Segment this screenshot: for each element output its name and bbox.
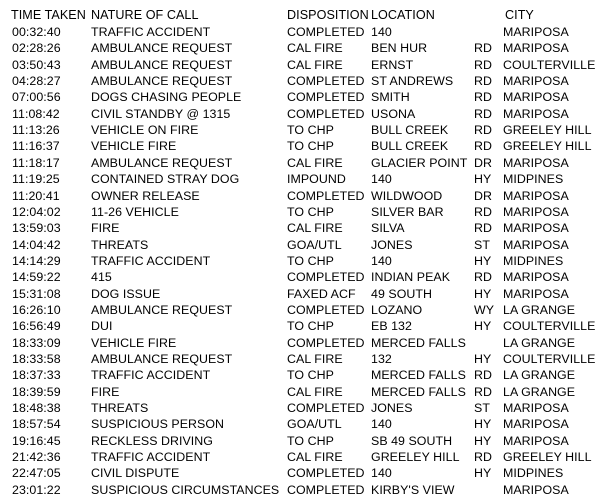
road-suffix-cell: HY: [474, 417, 492, 432]
location-cell: BULL CREEK: [371, 123, 449, 138]
nature-cell: AMBULANCE REQUEST: [91, 57, 233, 72]
nature-cell: AMBULANCE REQUEST: [91, 302, 233, 317]
location-cell: JONES: [371, 401, 413, 416]
table-row: [0, 302, 614, 318]
city-cell: MARIPOSA: [503, 106, 569, 121]
nature-cell: THREATS: [91, 237, 149, 252]
nature-cell: OWNER RELEASE: [91, 188, 200, 203]
road-suffix-cell: RD: [474, 74, 492, 89]
table-row: [0, 138, 614, 154]
nature-cell: DOG ISSUE: [91, 286, 161, 301]
nature-cell: AMBULANCE REQUEST: [91, 74, 233, 89]
nature-cell: TRAFFIC ACCIDENT: [91, 25, 211, 39]
time-cell: 03:50:43: [12, 57, 61, 72]
city-cell: MARIPOSA: [503, 286, 569, 301]
time-cell: 11:19:25: [12, 172, 60, 187]
time-cell: 21:42:36: [12, 450, 61, 465]
time-cell: 18:37:33: [12, 368, 61, 383]
header-row: [0, 7, 614, 23]
city-cell: COULTERVILLE: [503, 319, 596, 334]
time-cell: 19:16:45: [12, 433, 61, 448]
city-cell: MARIPOSA: [503, 401, 569, 416]
time-cell: 18:57:54: [12, 417, 61, 432]
time-cell: 18:33:58: [12, 352, 61, 366]
city-cell: MARIPOSA: [503, 41, 569, 56]
nature-cell: CIVIL STANDBY @ 1315: [91, 106, 231, 121]
nature-cell: CONTAINED STRAY DOG: [91, 172, 240, 187]
time-header: TIME TAKEN: [11, 8, 86, 22]
road-suffix-cell: RD: [474, 204, 492, 219]
table-row: [0, 465, 614, 481]
time-cell: 00:32:40: [12, 25, 61, 39]
time-cell: 14:04:42: [12, 237, 61, 252]
table-row: [0, 57, 614, 73]
location-cell: 140: [371, 25, 392, 39]
time-cell: 11:08:42: [12, 106, 60, 121]
nature-cell: TRAFFIC ACCIDENT: [91, 253, 211, 268]
table-row: [0, 155, 614, 171]
road-suffix-cell: HY: [474, 286, 492, 301]
disposition-cell: GOA/UTL: [287, 237, 342, 252]
disposition-cell: COMPLETED: [287, 482, 365, 497]
nature-cell: VEHICLE ON FIRE: [91, 123, 199, 138]
road-suffix-cell: RD: [474, 106, 492, 121]
disposition-cell: TO CHP: [287, 253, 334, 268]
nature-cell: TRAFFIC ACCIDENT: [91, 450, 211, 465]
road-suffix-cell: HY: [474, 172, 492, 187]
table-row: [0, 286, 614, 302]
location-cell: 140: [371, 253, 392, 268]
road-suffix-cell: RD: [474, 450, 492, 465]
road-suffix-cell: RD: [474, 221, 492, 236]
location-cell: 140: [371, 172, 392, 187]
table-row: [0, 204, 614, 220]
city-cell: LA GRANGE: [503, 384, 576, 399]
city-cell: MARIPOSA: [503, 155, 569, 170]
nature-cell: SUSPICIOUS CIRCUMSTANCES: [91, 482, 280, 497]
nature-cell: FIRE: [91, 384, 120, 399]
disposition-header: DISPOSITION: [287, 8, 369, 22]
disposition-cell: CAL FIRE: [287, 450, 343, 465]
time-cell: 14:59:22: [12, 270, 61, 285]
city-cell: MARIPOSA: [503, 221, 569, 236]
disposition-cell: TO CHP: [287, 368, 334, 383]
location-cell: BEN HUR: [371, 41, 428, 56]
table-row: [0, 433, 614, 449]
disposition-cell: COMPLETED: [287, 188, 365, 203]
road-suffix-cell: HY: [474, 319, 492, 334]
city-cell: GREELEY HILL: [503, 139, 592, 154]
city-cell: MARIPOSA: [503, 74, 569, 89]
table-row: [0, 482, 614, 498]
nature-cell: TRAFFIC ACCIDENT: [91, 368, 211, 383]
disposition-cell: CAL FIRE: [287, 352, 343, 366]
time-cell: 18:39:59: [12, 384, 61, 399]
city-cell: LA GRANGE: [503, 302, 576, 317]
nature-cell: 11-26 VEHICLE: [91, 204, 179, 219]
time-cell: 07:00:56: [12, 90, 61, 105]
nature-cell: DUI: [91, 319, 113, 334]
city-cell: MIDPINES: [503, 466, 564, 481]
location-cell: 49 SOUTH: [371, 286, 432, 301]
table-row: [0, 188, 614, 204]
time-cell: 14:14:29: [12, 253, 61, 268]
road-suffix-cell: RD: [474, 270, 492, 285]
table-row: [0, 400, 614, 416]
disposition-cell: CAL FIRE: [287, 41, 343, 56]
disposition-cell: FAXED ACF: [287, 286, 356, 301]
table-row: [0, 89, 614, 105]
time-cell: 12:04:02: [12, 204, 61, 219]
table-row: [0, 40, 614, 56]
time-cell: 04:28:27: [12, 74, 61, 89]
road-suffix-cell: HY: [474, 466, 492, 481]
road-suffix-cell: WY: [474, 302, 495, 317]
table-row: [0, 220, 614, 236]
city-cell: COULTERVILLE: [503, 57, 596, 72]
city-cell: COULTERVILLE: [503, 352, 596, 366]
location-cell: MERCED FALLS: [371, 368, 466, 383]
disposition-cell: CAL FIRE: [287, 384, 343, 399]
city-cell: MARIPOSA: [503, 237, 569, 252]
time-cell: 11:13:26: [12, 123, 60, 138]
location-cell: ERNST: [371, 57, 414, 72]
time-cell: 22:47:05: [12, 466, 61, 481]
table-row: [0, 384, 614, 400]
nature-cell: VEHICLE FIRE: [91, 335, 177, 350]
table-row: [0, 253, 614, 269]
disposition-cell: COMPLETED: [287, 401, 365, 416]
table-row: [0, 416, 614, 432]
location-cell: GREELEY HILL: [371, 450, 460, 465]
road-suffix-cell: RD: [474, 41, 492, 56]
city-cell: MARIPOSA: [503, 270, 569, 285]
city-cell: MARIPOSA: [503, 204, 569, 219]
city-cell: LA GRANGE: [503, 335, 576, 350]
table-row: [0, 106, 614, 122]
disposition-cell: TO CHP: [287, 433, 334, 448]
time-cell: 13:59:03: [12, 221, 61, 236]
location-cell: SB 49 SOUTH: [371, 433, 453, 448]
time-cell: 23:01:22: [12, 482, 61, 497]
city-cell: MARIPOSA: [503, 417, 569, 432]
nature-cell: SUSPICIOUS PERSON: [91, 417, 225, 432]
city-cell: MIDPINES: [503, 253, 564, 268]
location-cell: 132: [371, 352, 392, 366]
time-cell: 15:31:08: [12, 286, 61, 301]
nature-cell: THREATS: [91, 401, 149, 416]
disposition-cell: COMPLETED: [287, 302, 365, 317]
nature-cell: 415: [91, 270, 112, 285]
location-cell: 140: [371, 466, 392, 481]
city-cell: MIDPINES: [503, 172, 564, 187]
time-cell: 11:16:37: [12, 139, 60, 154]
disposition-cell: CAL FIRE: [287, 221, 343, 236]
table-row: [0, 335, 614, 351]
disposition-cell: TO CHP: [287, 204, 334, 219]
location-cell: 140: [371, 417, 392, 432]
city-cell: MARIPOSA: [503, 25, 569, 39]
location-cell: ST ANDREWS: [371, 74, 454, 89]
road-suffix-cell: ST: [474, 401, 490, 416]
city-cell: MARIPOSA: [503, 188, 569, 203]
road-suffix-cell: RD: [474, 90, 492, 105]
road-suffix-cell: DR: [474, 188, 492, 203]
city-cell: MARIPOSA: [503, 90, 569, 105]
road-suffix-cell: RD: [474, 57, 492, 72]
time-cell: 11:18:17: [12, 155, 60, 170]
disposition-cell: GOA/UTL: [287, 417, 342, 432]
time-cell: 11:20:41: [12, 188, 60, 203]
disposition-cell: CAL FIRE: [287, 57, 343, 72]
table-row: [0, 122, 614, 138]
table-row: [0, 73, 614, 89]
time-cell: 16:26:10: [12, 302, 61, 317]
location-cell: KIRBY'S VIEW: [371, 482, 455, 497]
location-cell: SILVER BAR: [371, 204, 444, 219]
disposition-cell: TO CHP: [287, 319, 334, 334]
location-cell: MERCED FALLS: [371, 335, 466, 350]
nature-cell: AMBULANCE REQUEST: [91, 155, 233, 170]
road-suffix-cell: RD: [474, 123, 492, 138]
time-cell: 18:48:38: [12, 401, 61, 416]
road-suffix-cell: RD: [474, 384, 492, 399]
disposition-cell: CAL FIRE: [287, 155, 343, 170]
disposition-cell: TO CHP: [287, 123, 334, 138]
nature-header: NATURE OF CALL: [91, 8, 199, 22]
location-cell: BULL CREEK: [371, 139, 449, 154]
nature-cell: AMBULANCE REQUEST: [91, 41, 233, 56]
city-header: CITY: [505, 8, 534, 22]
nature-cell: AMBULANCE REQUEST: [91, 352, 233, 366]
location-cell: USONA: [371, 106, 416, 121]
table-row: [0, 367, 614, 383]
table-row: [0, 449, 614, 465]
nature-cell: DOGS CHASING PEOPLE: [91, 90, 242, 105]
road-suffix-cell: RD: [474, 139, 492, 154]
location-cell: LOZANO: [371, 302, 423, 317]
disposition-cell: COMPLETED: [287, 25, 365, 39]
road-suffix-cell: ST: [474, 237, 490, 252]
road-suffix-cell: DR: [474, 155, 492, 170]
nature-cell: CIVIL DISPUTE: [91, 466, 180, 481]
location-header: LOCATION: [371, 8, 435, 22]
nature-cell: FIRE: [91, 221, 120, 236]
city-cell: LA GRANGE: [503, 368, 576, 383]
disposition-cell: COMPLETED: [287, 90, 365, 105]
road-suffix-cell: RD: [474, 368, 492, 383]
location-cell: WILDWOOD: [371, 188, 443, 203]
disposition-cell: COMPLETED: [287, 106, 365, 121]
table-row: [0, 237, 614, 253]
nature-cell: RECKLESS DRIVING: [91, 433, 213, 448]
time-cell: 16:56:49: [12, 319, 61, 334]
city-cell: MARIPOSA: [503, 433, 569, 448]
location-cell: SMITH: [371, 90, 410, 105]
table-row: [0, 24, 614, 40]
location-cell: MERCED FALLS: [371, 384, 466, 399]
city-cell: GREELEY HILL: [503, 123, 592, 138]
disposition-cell: IMPOUND: [287, 172, 346, 187]
road-suffix-cell: HY: [474, 253, 492, 268]
disposition-cell: COMPLETED: [287, 335, 365, 350]
table-row: [0, 318, 614, 334]
disposition-cell: COMPLETED: [287, 466, 365, 481]
location-cell: EB 132: [371, 319, 412, 334]
time-cell: 02:28:26: [12, 41, 61, 56]
location-cell: INDIAN PEAK: [371, 270, 451, 285]
road-suffix-cell: HY: [474, 352, 492, 366]
table-row: [0, 351, 614, 367]
table-row: [0, 269, 614, 285]
road-suffix-cell: HY: [474, 433, 492, 448]
nature-cell: VEHICLE FIRE: [91, 139, 177, 154]
time-cell: 18:33:09: [12, 335, 61, 350]
location-cell: JONES: [371, 237, 413, 252]
table-row: [0, 171, 614, 187]
disposition-cell: COMPLETED: [287, 270, 365, 285]
disposition-cell: COMPLETED: [287, 74, 365, 89]
location-cell: GLACIER POINT: [371, 155, 468, 170]
city-cell: MARIPOSA: [503, 482, 569, 497]
city-cell: GREELEY HILL: [503, 450, 592, 465]
disposition-cell: TO CHP: [287, 139, 334, 154]
location-cell: SILVA: [371, 221, 405, 236]
